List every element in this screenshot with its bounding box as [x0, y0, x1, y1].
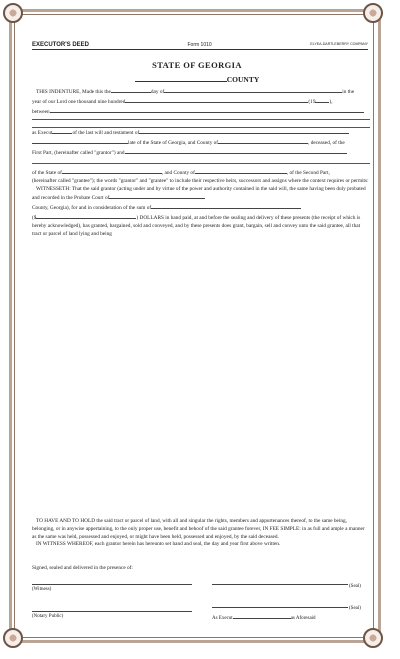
- indenture-clause: THIS INDENTURE, Made this the day of in the year of our Lord one thousand nine hundred (19 ), between: [32, 87, 370, 116]
- habendum-clause: TO HAVE AND TO HOLD the said tract or parcel of land, with all and singular the rights, members and appurtenances thereof, to the same being, belonging, or in anywise appertaining, to the only proper use, benefit and behoof of the said grantee forever, IN FEE SIMPLE: in as full and ample a manner as the same was held, possessed and enjoyed, or might have been held, possessed and enjoyed, by the said deceased. IN WITNESS WHEREOF, each grantor herein has hereunto set hand and seal, the day and year first above written.: [32, 518, 365, 548]
- grantee-field[interactable]: [125, 148, 347, 154]
- witness-signature-line[interactable]: [32, 584, 192, 585]
- testator-cont-field[interactable]: [32, 138, 128, 144]
- second-party-clause: of the State of , and County of , of the Second Part, (hereinafter called "grantee"); the words "grantor" and "grantee" to include their respective heirs, successors and assigns where the context requires or permits: WITNESSETH: That the said grantor (acting under and by virtue of the power and authority contained in the said will, the same having been duly probated and recorded in the Probate Court of County, Georgia), for and in consideration of the sum of ($ ) DOLLARS in hand paid, at and before the sealing and delivery of these presents (the receipt of which is hereby acknowledged), has granted, bargained, sold and conveyed, and by these presents does grant, bargain, sell and convey unto the said grantee, all that tract or parcel of land lying and being: [32, 170, 369, 237]
- corner-ornament-bottom-right: [363, 628, 383, 648]
- form-number: Form 1010: [187, 42, 212, 48]
- form-header: [32, 42, 368, 48]
- county-title: COUNTY: [22, 74, 372, 84]
- blank-line[interactable]: [32, 163, 370, 164]
- month-field[interactable]: [164, 87, 342, 93]
- seal-label: (Seal): [349, 606, 361, 611]
- executor-clause: as Execut of the last will and testament of late of the State of Georgia, and County of , deceased, of the First Part, (hereinafter called "grantor") and: [32, 128, 370, 157]
- consideration-words-field[interactable]: [151, 203, 301, 209]
- signed-label: Signed, sealed and delivered in the presence of:: [32, 565, 133, 571]
- year-digits-field[interactable]: [315, 97, 329, 103]
- grantor-signature-line-2[interactable]: [212, 607, 348, 608]
- probate-court-field[interactable]: [109, 193, 205, 199]
- notary-signature-line[interactable]: [32, 611, 192, 612]
- corner-ornament-bottom-left: [3, 628, 23, 648]
- year-words-field[interactable]: [125, 97, 308, 103]
- testator-field[interactable]: [139, 128, 349, 134]
- blank-line[interactable]: [32, 119, 370, 120]
- grantor-signature-line[interactable]: [212, 584, 348, 585]
- state-title: STATE OF GEORGIA: [152, 60, 242, 70]
- grantee-state-field[interactable]: [62, 168, 162, 174]
- form-type-label: EXECUTOR'S DEED: [32, 42, 89, 48]
- executor-suffix-field[interactable]: [52, 128, 72, 134]
- corner-ornament-top-left: [3, 3, 23, 23]
- header-rule: [32, 49, 368, 50]
- witness-label: (Witness): [32, 587, 52, 592]
- publisher-name: ELYEA-DARTLEBERRY COMPANY: [310, 42, 368, 46]
- executor-capacity: As Execut as Aforesaid: [212, 613, 372, 623]
- consideration-amount-field[interactable]: [36, 213, 136, 219]
- county-field[interactable]: [135, 74, 227, 82]
- deed-form: [22, 18, 372, 630]
- deceased-county-field[interactable]: [218, 138, 308, 144]
- notary-label: (Notary Public): [32, 614, 64, 619]
- seal-label: (Seal): [349, 584, 361, 589]
- between-field[interactable]: [50, 107, 364, 113]
- day-field[interactable]: [111, 87, 151, 93]
- grantee-county-field[interactable]: [195, 168, 287, 174]
- executor-capacity-field[interactable]: [233, 613, 291, 619]
